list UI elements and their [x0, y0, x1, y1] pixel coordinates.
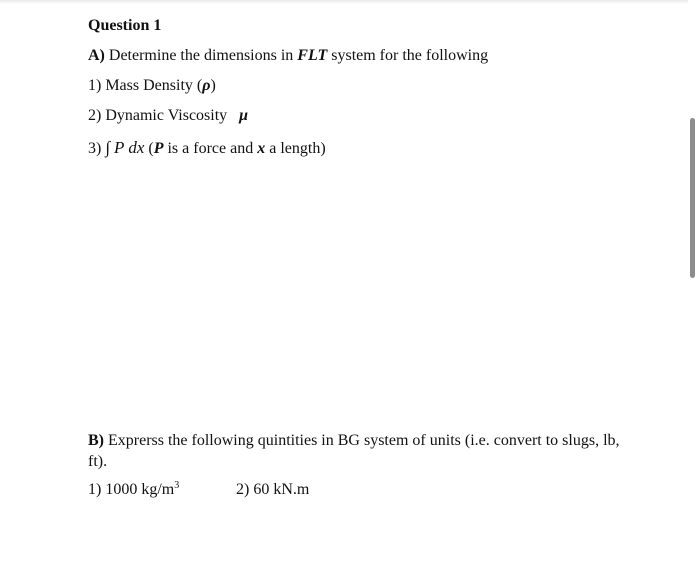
item-number: 1): [88, 481, 102, 498]
part-a-label: A): [88, 47, 105, 64]
part-b-item-2: 2) 60 kN.m: [236, 481, 310, 498]
integral-symbol: ∫: [105, 138, 110, 157]
var-p: P: [153, 140, 164, 157]
item-value: 1000 kg/m: [101, 481, 175, 498]
item-text: Dynamic Viscosity: [101, 107, 228, 124]
rho-symbol: ρ: [202, 77, 211, 94]
item-mid-text: is a force and: [163, 140, 258, 157]
item-close: ): [210, 77, 216, 94]
scrollbar-track[interactable]: [688, 0, 700, 569]
item-end-text: a length): [265, 140, 326, 157]
part-a-text-after: system for the following: [327, 47, 489, 64]
part-b-prompt: [88, 430, 628, 472]
var-x: x: [257, 140, 266, 157]
part-b-item-1: [88, 480, 179, 500]
page-top-edge: [0, 0, 700, 4]
question-title: Question 1: [88, 17, 162, 34]
mu-symbol: μ: [239, 107, 249, 124]
paren-open: (: [144, 140, 154, 157]
scrollbar-thumb[interactable]: [690, 118, 695, 278]
part-a-item-3: [88, 138, 326, 159]
part-b-text: Exprerss the following quintities in BG system of units (i.e. convert to slugs, lb, ft).: [88, 432, 620, 470]
exponent: 3: [174, 480, 180, 491]
item-text: Mass Density (: [101, 77, 203, 94]
item-number: 2): [88, 107, 102, 124]
part-a-item-1: [88, 76, 216, 96]
integral-expression: P dx: [114, 138, 145, 157]
item-number: 1): [88, 77, 102, 94]
part-b-label: B): [88, 432, 104, 449]
flt-system-label: FLT: [297, 47, 328, 64]
part-a-item-2: [88, 106, 248, 126]
part-a-prompt: [88, 46, 488, 66]
item-number: 3): [88, 140, 102, 157]
part-a-text-before: Determine the dimensions in: [104, 47, 298, 64]
